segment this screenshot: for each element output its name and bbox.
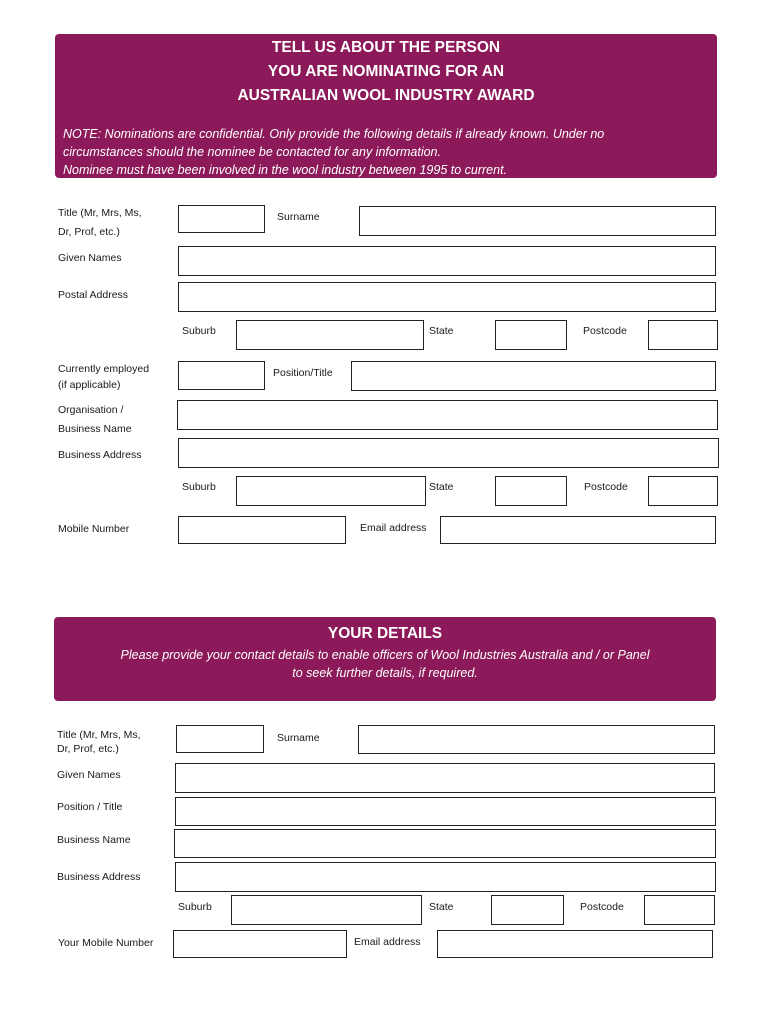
your-given-names-input[interactable]: [175, 763, 715, 793]
your-title-label-line-1: Title (Mr, Mrs, Ms,: [57, 729, 141, 741]
nominee-employed-label-line-1: Currently employed: [58, 363, 150, 375]
nominee-state-input[interactable]: [495, 320, 567, 350]
nominee-title-label-line-1: Title (Mr, Mrs, Ms,: [58, 207, 142, 219]
your-mobile-input[interactable]: [173, 930, 347, 958]
your-mobile-label: Your Mobile Number: [58, 937, 154, 949]
your-title-label-line-2: Dr, Prof, etc.): [57, 743, 119, 755]
your-business-name-input[interactable]: [174, 829, 716, 858]
your-given-names-label: Given Names: [57, 769, 121, 781]
nominee-note-line-1: NOTE: Nominations are confidential. Only provide the following details if already known. Under no: [63, 127, 605, 141]
nominee-business-address-input[interactable]: [178, 438, 719, 468]
nominee-suburb-label: Suburb: [182, 325, 216, 337]
nominee-employed-input[interactable]: [178, 361, 265, 390]
your-state-label: State: [429, 901, 454, 913]
nominee-mobile-input[interactable]: [178, 516, 346, 544]
nominee-title-input[interactable]: [178, 205, 265, 233]
your-position-title-label: Position / Title: [57, 801, 123, 813]
nominee-email-label: Email address: [360, 522, 427, 534]
nominee-business-suburb-label: Suburb: [182, 481, 216, 493]
nominee-business-state-label: State: [429, 481, 454, 493]
your-details-sub-line-2: to seek further details, if required.: [292, 666, 478, 680]
nominee-postal-address-label: Postal Address: [58, 289, 129, 301]
nominee-given-names-label: Given Names: [58, 252, 122, 264]
nominee-business-postcode-label: Postcode: [584, 481, 628, 493]
your-business-name-label: Business Name: [57, 834, 131, 846]
nominee-postcode-input[interactable]: [648, 320, 718, 350]
nominee-organisation-label-line-2: Business Name: [58, 423, 132, 435]
your-postcode-label: Postcode: [580, 901, 624, 913]
nominee-employed-label-line-2: (if applicable): [58, 379, 121, 391]
nominee-banner: [55, 34, 717, 178]
nominee-note-line-3: Nominee must have been involved in the wool industry between 1995 to current.: [63, 163, 508, 177]
your-business-address-label: Business Address: [57, 871, 141, 883]
your-business-address-input[interactable]: [175, 862, 716, 892]
your-email-label: Email address: [354, 936, 421, 948]
nominee-business-state-input[interactable]: [495, 476, 567, 506]
your-surname-input[interactable]: [358, 725, 715, 754]
nominee-note-line-2: circumstances should the nominee be contacted for any information.: [63, 145, 441, 159]
nominee-note: [63, 125, 604, 179]
your-suburb-input[interactable]: [231, 895, 422, 925]
your-details-sub-line-1: Please provide your contact details to enable officers of Wool Industries Australia and / or Panel: [120, 648, 650, 662]
nominee-email-input[interactable]: [440, 516, 716, 544]
nominee-heading-line-2: YOU ARE NOMINATING FOR AN: [267, 63, 505, 80]
nominee-title-label-line-2: Dr, Prof, etc.): [58, 226, 120, 238]
nominee-given-names-input[interactable]: [178, 246, 716, 276]
nominee-position-title-input[interactable]: [351, 361, 716, 391]
your-title-input[interactable]: [176, 725, 264, 753]
nominee-mobile-label: Mobile Number: [58, 523, 130, 535]
nominee-business-address-label: Business Address: [58, 449, 142, 461]
nominee-business-suburb-input[interactable]: [236, 476, 426, 506]
nominee-state-label: State: [429, 325, 454, 337]
your-position-title-input[interactable]: [175, 797, 716, 826]
your-details-banner: [54, 617, 716, 701]
your-suburb-label: Suburb: [178, 901, 212, 913]
nominee-business-postcode-input[interactable]: [648, 476, 718, 506]
your-state-input[interactable]: [491, 895, 564, 925]
nominee-organisation-input[interactable]: [177, 400, 718, 430]
nominee-heading-line-1: TELL US ABOUT THE PERSON: [271, 39, 501, 56]
nominee-postal-address-input[interactable]: [178, 282, 716, 312]
nominee-postcode-label: Postcode: [583, 325, 627, 337]
nominee-surname-label: Surname: [277, 211, 320, 223]
nominee-organisation-label-line-1: Organisation /: [58, 404, 124, 416]
your-details-heading: YOUR DETAILS: [327, 625, 443, 642]
your-postcode-input[interactable]: [644, 895, 715, 925]
your-surname-label: Surname: [277, 732, 320, 744]
nominee-heading-line-3: AUSTRALIAN WOOL INDUSTRY AWARD: [237, 87, 535, 104]
nominee-position-title-label: Position/Title: [273, 367, 333, 379]
nominee-suburb-input[interactable]: [236, 320, 424, 350]
your-email-input[interactable]: [437, 930, 713, 958]
nominee-surname-input[interactable]: [359, 206, 716, 236]
